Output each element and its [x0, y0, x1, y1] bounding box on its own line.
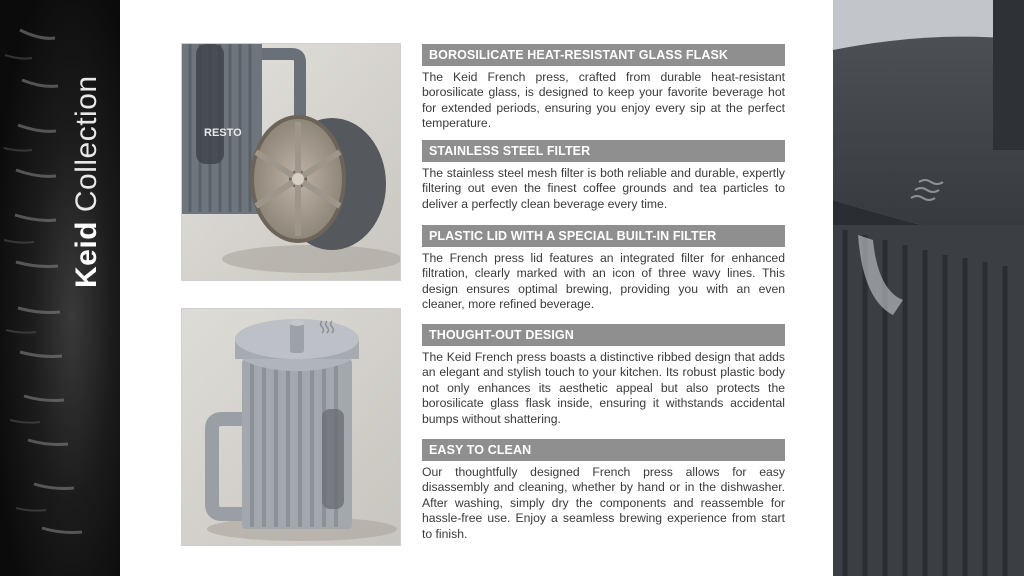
- feature-description: The Keid French press, crafted from durable heat-resistant borosilicate glass, is designed to keep your favorite beverage hot for extended periods, ensuring you enjoy every sip at the perfect temperature.: [422, 70, 785, 131]
- collection-title-light: Collection: [70, 75, 103, 213]
- feature-steel-filter: [422, 140, 785, 212]
- feature-easy-clean: [422, 439, 785, 542]
- lid-closeup-graphic: [833, 0, 1024, 576]
- resto-brand-mark: RESTO: [204, 127, 242, 139]
- french-press-filter-photo: [181, 43, 401, 281]
- left-decorative-strip: [0, 0, 120, 576]
- feature-heading: STAINLESS STEEL FILTER: [422, 140, 785, 162]
- french-press-product-photo: [181, 308, 401, 546]
- lid-closeup-photo: [833, 0, 1024, 576]
- feature-heading: PLASTIC LID WITH A SPECIAL BUILT-IN FILTER: [422, 225, 785, 247]
- feature-description: The stainless steel mesh filter is both reliable and durable, expertly filtering out even the finest coffee grounds and tea particles to deliver a perfectly clean beverage every time.: [422, 166, 785, 211]
- feature-heading: BOROSILICATE HEAT-RESISTANT GLASS FLASK: [422, 44, 785, 66]
- filter-photo-graphic: [182, 44, 400, 280]
- feature-glass-flask: [422, 44, 785, 132]
- feature-design: [422, 324, 785, 427]
- feature-description: The French press lid features an integrated filter for enhanced filtration, clearly marked with an icon of three wavy lines. This design ensures optimal brewing, providing you with an even cleaner, more refined beverage.: [422, 251, 785, 312]
- feature-description: Our thoughtfully designed French press allows for easy disassembly and cleaning, whether by hand or in the dishwasher. After washing, simply dry the components and reassemble for hassle-free use. Enjoy a seamless brewing experience from start to finish.: [422, 465, 785, 541]
- feature-heading: THOUGHT-OUT DESIGN: [422, 324, 785, 346]
- feature-heading: EASY TO CLEAN: [422, 439, 785, 461]
- feature-description: The Keid French press boasts a distinctive ribbed design that adds an elegant and stylish touch to your kitchen. Its robust plastic body not only enhances its aesthetic appeal but also protects the borosilicate glass flask inside, ensuring it withstands accidental bumps without shattering.: [422, 350, 785, 426]
- collection-title-bold: Keid: [70, 220, 103, 288]
- product-photo-graphic: [182, 309, 400, 545]
- feature-plastic-lid: [422, 225, 785, 313]
- collection-title: [70, 75, 104, 288]
